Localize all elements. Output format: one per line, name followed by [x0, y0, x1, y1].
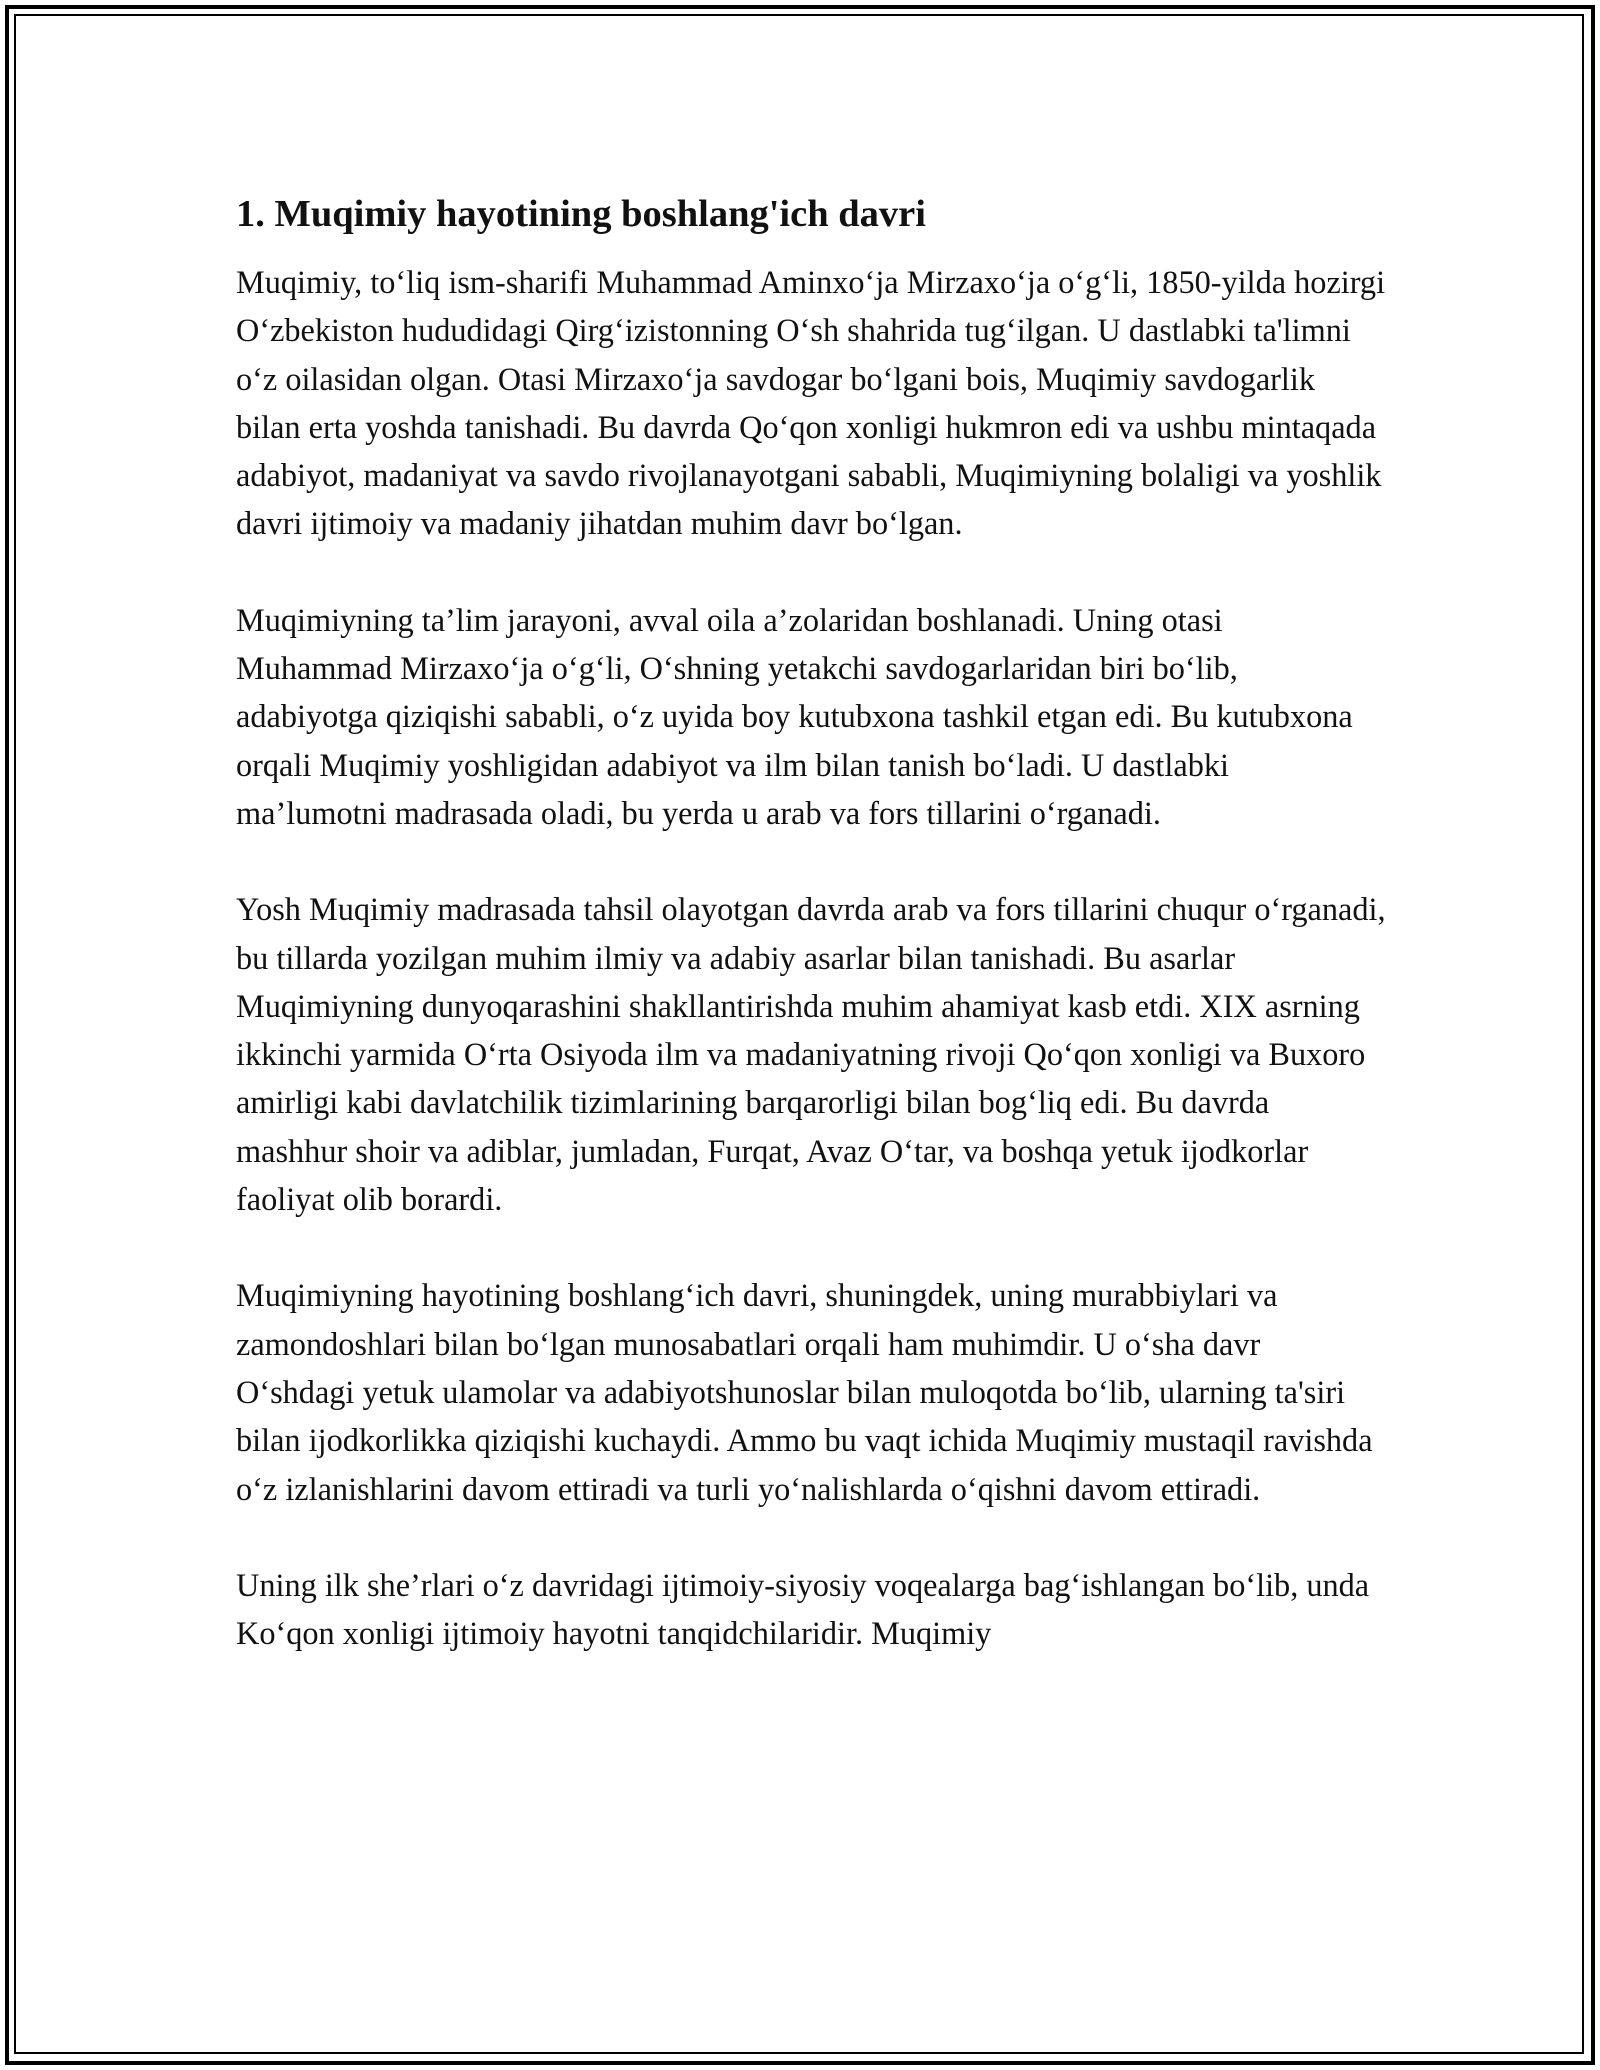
section-heading: 1. Muqimiy hayotining boshlang'ich davri: [236, 193, 926, 235]
paragraph-3: Yosh Muqimiy madrasada tahsil olayotgan davrda arab va fors tillarini chuqur o‘rganadi, bu tillarda yozilgan muhim ilmiy va adabiy asarlar bilan tanishadi. Bu asarlar Muqimiyning dunyoqarashini shakllantirishda muhim ahamiyat kasb etdi. XIX asrning ikkinchi yarmida O‘rta Osiyoda ilm va madaniyatning rivoji Qo‘qon xonligi va Buxoro amirligi kabi davlatchilik tizimlarining barqarorligi bilan bog‘liq edi. Bu davrda mashhur shoir va adiblar, jumladan, Furqat, Avaz O‘tar, va boshqa yetuk ijodkorlar faoliyat olib borardi.: [236, 891, 1386, 1218]
document-body: [236, 186, 1386, 1705]
paragraph-4: Muqimiyning hayotining boshlang‘ich davri, shuningdek, uning murabbiylari va zamondoshlari bilan bo‘lgan munosabatlari orqali ham muhimdir. U o‘sha davr O‘shdagi yetuk ulamolar va adabiyotshunoslar bilan muloqotda bo‘lib, ularning ta'siri bilan ijodkorlikka qiziqishi kuchaydi. Ammo bu vaqt ichida Muqimiy mustaqil ravishda o‘z izlanishlarini davom ettiradi va turli yo‘nalishlarda o‘qishni davom ettiradi.: [236, 1277, 1373, 1507]
paragraph-1: Muqimiy, to‘liq ism-sharifi Muhammad Aminxo‘ja Mirzaxo‘ja o‘g‘li, 1850-yilda hozirgi O‘zbekiston hududidagi Qirg‘izistonning O‘sh shahrida tug‘ilgan. U dastlabki ta'limni o‘z oilasidan olgan. Otasi Mirzaxo‘ja savdogar bo‘lgani bois, Muqimiy savdogarlik bilan erta yoshda tanishadi. Bu davrda Qo‘qon xonligi hukmron edi va ushbu mintaqada adabiyot, madaniyat va savdo rivojlanayotgani sababli, Muqimiyning bolaligi va yoshlik davri ijtimoiy va madaniy jihatdan muhim davr bo‘lgan.: [236, 264, 1386, 542]
paragraph-5: Uning ilk she’rlari o‘z davridagi ijtimoiy-siyosiy voqealarga bag‘ishlangan bo‘lib, unda Ko‘qon xonligi ijtimoiy hayotni tanqidchilaridir. Muqimiy: [236, 1566, 1370, 1652]
paragraph-2: Muqimiyning ta’lim jarayoni, avval oila a’zolaridan boshlanadi. Uning otasi Muhammad Mirzaxo‘ja o‘g‘li, O‘shning yetakchi savdogarlaridan biri bo‘lib, adabiyotga qiziqishi sababli, o‘z uyida boy kutubxona tashkil etgan edi. Bu kutubxona orqali Muqimiy yoshligidan adabiyot va ilm bilan tanish bo‘ladi. U dastlabki ma’lumotni madrasada oladi, bu yerda u arab va fors tillarini o‘rganadi.: [236, 601, 1353, 831]
